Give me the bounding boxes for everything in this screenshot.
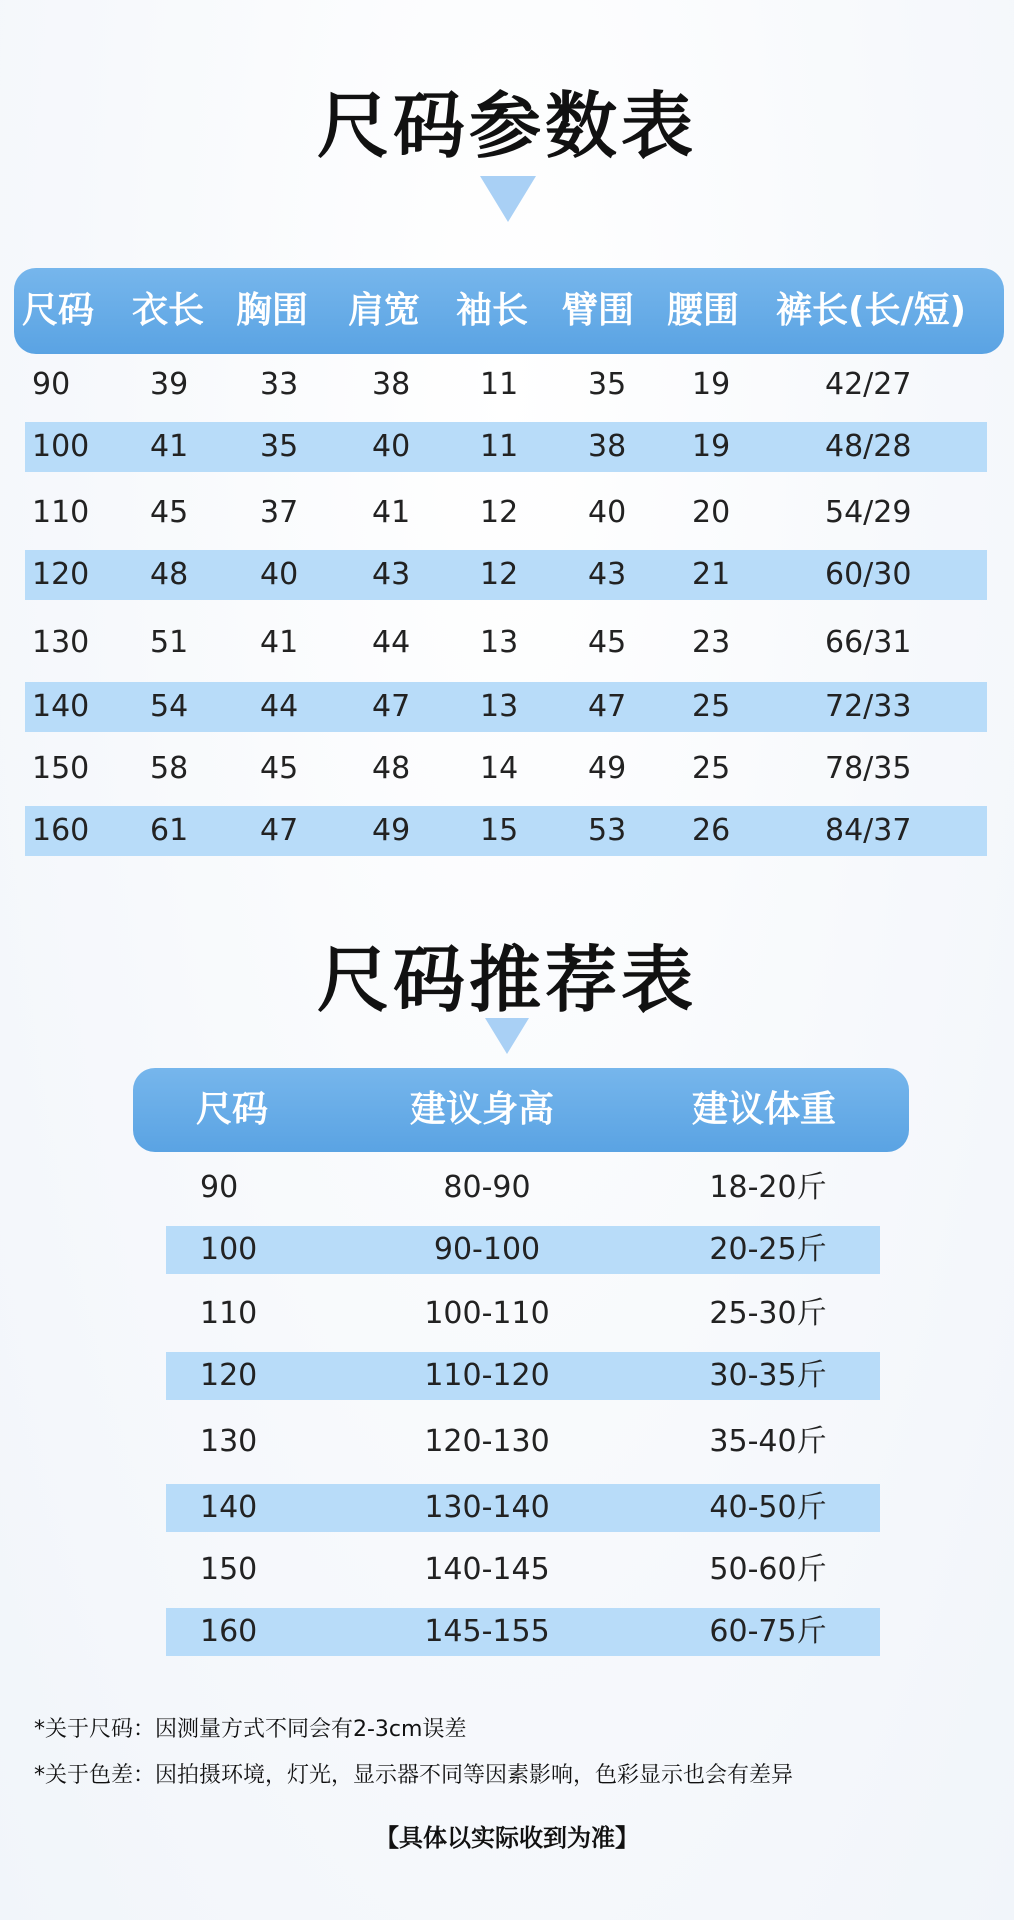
recommend-table-cell: 80-90 <box>443 1170 531 1205</box>
recommend-table-cell: 145-155 <box>424 1614 550 1649</box>
recommend-table-cell: 150 <box>200 1552 258 1587</box>
size-table-cell: 13 <box>480 625 519 660</box>
recommend-table-cell: 140 <box>200 1490 258 1525</box>
size-table-cell: 43 <box>588 557 627 592</box>
note-color: *关于色差：因拍摄环境，灯光，显示器不同等因素影响，色彩显示也会有差异 <box>34 1763 794 1788</box>
footer-note: 【具体以实际收到为准】 <box>375 1824 639 1852</box>
size-table-cell: 84/37 <box>825 813 912 848</box>
size-table-cell: 66/31 <box>825 625 912 660</box>
size-table-cell: 19 <box>692 367 731 402</box>
recommend-table-cell: 35-40斤 <box>709 1424 827 1459</box>
size-table-cell: 37 <box>260 495 299 530</box>
recommend-table-row <box>166 1352 880 1400</box>
recommend-table-cell: 25-30斤 <box>709 1296 827 1331</box>
size-table-row <box>25 744 987 794</box>
size-table-cell: 21 <box>692 557 731 592</box>
recommend-table-cell: 110-120 <box>424 1358 550 1393</box>
size-table-row <box>25 618 987 668</box>
size-header-cell: 裤长(长/短) <box>776 290 967 331</box>
recommend-table-row <box>166 1290 880 1338</box>
size-header-cell: 衣长 <box>132 290 205 331</box>
size-table-cell: 42/27 <box>825 367 912 402</box>
size-table-cell: 13 <box>480 689 519 724</box>
size-table-cell: 45 <box>150 495 189 530</box>
size-table-cell: 48 <box>372 751 411 786</box>
recommend-table-cell: 160 <box>200 1614 258 1649</box>
recommend-table-cell: 100-110 <box>424 1296 550 1331</box>
size-table-cell: 11 <box>480 367 519 402</box>
recommend-table-header <box>133 1068 909 1152</box>
size-table-row <box>25 682 987 732</box>
recommend-header-cell: 尺码 <box>195 1089 269 1130</box>
size-table-cell: 12 <box>480 495 519 530</box>
size-table-cell: 45 <box>260 751 299 786</box>
size-table-cell: 48/28 <box>825 429 912 464</box>
recommend-table-cell: 40-50斤 <box>709 1490 827 1525</box>
recommend-table-title: 尺码推荐表 <box>316 938 697 1022</box>
size-header-cell: 尺码 <box>22 290 95 331</box>
size-table-cell: 110 <box>32 495 90 530</box>
size-table-cell: 38 <box>588 429 627 464</box>
size-table-row <box>25 806 987 856</box>
size-table-cell: 45 <box>588 625 627 660</box>
recommend-table-cell: 18-20斤 <box>709 1170 827 1205</box>
recommend-table-row <box>166 1484 880 1532</box>
recommend-table-cell: 130 <box>200 1424 258 1459</box>
recommend-table-row <box>166 1608 880 1656</box>
size-table-cell: 44 <box>260 689 299 724</box>
recommend-table-cell: 60-75斤 <box>709 1614 827 1649</box>
size-table-cell: 60/30 <box>825 557 912 592</box>
recommend-table-row <box>166 1546 880 1594</box>
size-table-cell: 35 <box>260 429 299 464</box>
size-table-cell: 51 <box>150 625 189 660</box>
size-table-cell: 19 <box>692 429 731 464</box>
size-table-cell: 26 <box>692 813 731 848</box>
size-header-cell: 胸围 <box>236 290 309 331</box>
size-table-cell: 20 <box>692 495 731 530</box>
size-table-cell: 54 <box>150 689 189 724</box>
recommend-table-row <box>166 1164 880 1212</box>
size-table-cell: 47 <box>372 689 411 724</box>
size-table-cell: 53 <box>588 813 627 848</box>
size-table-cell: 48 <box>150 557 189 592</box>
recommend-table-cell: 30-35斤 <box>709 1358 827 1393</box>
size-header-cell: 肩宽 <box>348 290 421 331</box>
size-table-cell: 40 <box>372 429 411 464</box>
recommend-table-cell: 90-100 <box>433 1232 541 1267</box>
recommend-table-row <box>166 1418 880 1466</box>
recommend-header-cell: 建议体重 <box>691 1089 837 1130</box>
size-table-cell: 160 <box>32 813 90 848</box>
size-table-row <box>25 360 987 410</box>
size-table-cell: 25 <box>692 751 731 786</box>
size-table-cell: 12 <box>480 557 519 592</box>
recommend-table-row <box>166 1226 880 1274</box>
size-header-cell: 臂围 <box>562 290 635 331</box>
size-table-cell: 140 <box>32 689 90 724</box>
size-table-cell: 14 <box>480 751 519 786</box>
size-table-row <box>25 550 987 600</box>
size-header-cell: 袖长 <box>456 290 529 331</box>
size-table-cell: 25 <box>692 689 731 724</box>
size-table-cell: 120 <box>32 557 90 592</box>
size-table-cell: 15 <box>480 813 519 848</box>
size-table-cell: 130 <box>32 625 90 660</box>
size-table-cell: 23 <box>692 625 731 660</box>
size-table-cell: 39 <box>150 367 189 402</box>
recommend-table-cell: 120 <box>200 1358 258 1393</box>
size-table-cell: 41 <box>260 625 299 660</box>
size-table-cell: 100 <box>32 429 90 464</box>
size-table-cell: 150 <box>32 751 90 786</box>
size-table-cell: 40 <box>260 557 299 592</box>
size-table-cell: 90 <box>32 367 71 402</box>
size-table-header <box>14 268 1004 354</box>
recommend-table-cell: 140-145 <box>424 1552 550 1587</box>
size-table-arrow-icon <box>480 176 536 222</box>
size-table-cell: 35 <box>588 367 627 402</box>
size-table-cell: 72/33 <box>825 689 912 724</box>
size-table-title: 尺码参数表 <box>316 84 697 168</box>
size-table-cell: 43 <box>372 557 411 592</box>
recommend-table-cell: 120-130 <box>424 1424 550 1459</box>
size-table-cell: 40 <box>588 495 627 530</box>
recommend-header-cell: 建议身高 <box>409 1089 555 1130</box>
size-table-cell: 49 <box>588 751 627 786</box>
size-table-cell: 44 <box>372 625 411 660</box>
recommend-table-cell: 100 <box>200 1232 258 1267</box>
size-table-cell: 54/29 <box>825 495 912 530</box>
size-table-cell: 49 <box>372 813 411 848</box>
size-table-cell: 78/35 <box>825 751 912 786</box>
size-table-cell: 41 <box>372 495 411 530</box>
size-table-cell: 47 <box>260 813 299 848</box>
recommend-table-cell: 130-140 <box>424 1490 550 1525</box>
size-header-cell: 腰围 <box>667 290 740 331</box>
note-size: *关于尺码：因测量方式不同会有2-3cm误差 <box>34 1717 467 1742</box>
size-table-cell: 41 <box>150 429 189 464</box>
size-table-cell: 33 <box>260 367 299 402</box>
size-table-cell: 47 <box>588 689 627 724</box>
recommend-table-cell: 50-60斤 <box>709 1552 827 1587</box>
recommend-table-cell: 90 <box>200 1170 239 1205</box>
size-table-cell: 61 <box>150 813 189 848</box>
recommend-table-cell: 110 <box>200 1296 258 1331</box>
size-table-cell: 38 <box>372 367 411 402</box>
size-table-cell: 11 <box>480 429 519 464</box>
recommend-table-arrow-icon <box>485 1018 529 1054</box>
recommend-table-cell: 20-25斤 <box>709 1232 827 1267</box>
size-table-row <box>25 488 987 538</box>
size-table-cell: 58 <box>150 751 189 786</box>
size-table-row <box>25 422 987 472</box>
